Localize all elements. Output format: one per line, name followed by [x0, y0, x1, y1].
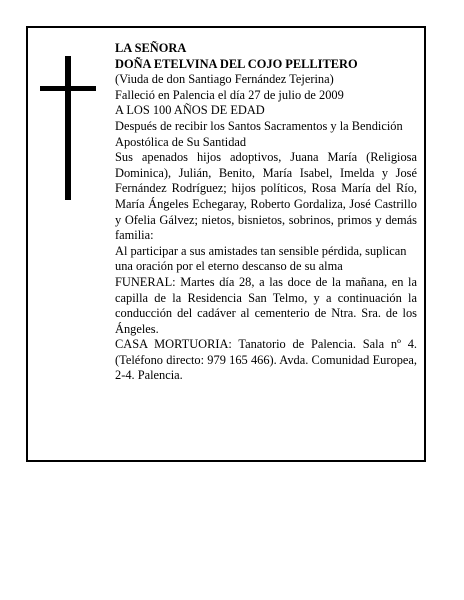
- obituary-notice: [26, 26, 426, 462]
- sacraments-paragraph: Después de recibir los Santos Sacramentos y la Bendición Apostólica de Su Santidad: [115, 118, 403, 149]
- notice-title: LA SEÑORA: [115, 41, 187, 55]
- cross-vertical-bar: [65, 56, 71, 200]
- funeral-paragraph: FUNERAL: Martes día 28, a las doce de la mañana, en la capilla de la Residencia San Telmo, y a continuación la conducción del cadáver al cementerio de Ntra. Sra. de los Ángeles.: [115, 274, 417, 336]
- death-line: Falleció en Palencia el día 27 de julio de 2009: [115, 87, 344, 102]
- deceased-name: DOÑA ETELVINA DEL COJO PELLITERO: [115, 56, 358, 71]
- cross-horizontal-bar: [40, 86, 96, 91]
- mortuary-paragraph: CASA MORTUORIA: Tanatorio de Palencia. Sala nº 4. (Teléfono directo: 979 165 466). Avda. Comunidad Europea, 2-4. Palencia.: [115, 337, 417, 383]
- latin-cross-icon: [40, 56, 96, 200]
- prayer-paragraph: Al participar a sus amistades tan sensible pérdida, suplican una oración por el eterno descanso de su alma: [115, 243, 407, 274]
- family-paragraph: Sus apenados hijos adoptivos, Juana María (Religiosa Dominica), Julián, Benito, María Isabel, Imelda y José Fernández Rodríguez; hijos políticos, Rosa María del Río, María Ángeles Echegaray, Roberto Gordaliza, José Castrillo y Ofelia Gálvez; nietos, bisnietos, sobrinos, primos y demás familia:: [115, 150, 417, 243]
- notice-text: [115, 41, 417, 384]
- widow-line: (Viuda de don Santiago Fernández Tejerina): [115, 72, 334, 87]
- age-line: A LOS 100 AÑOS DE EDAD: [115, 103, 265, 118]
